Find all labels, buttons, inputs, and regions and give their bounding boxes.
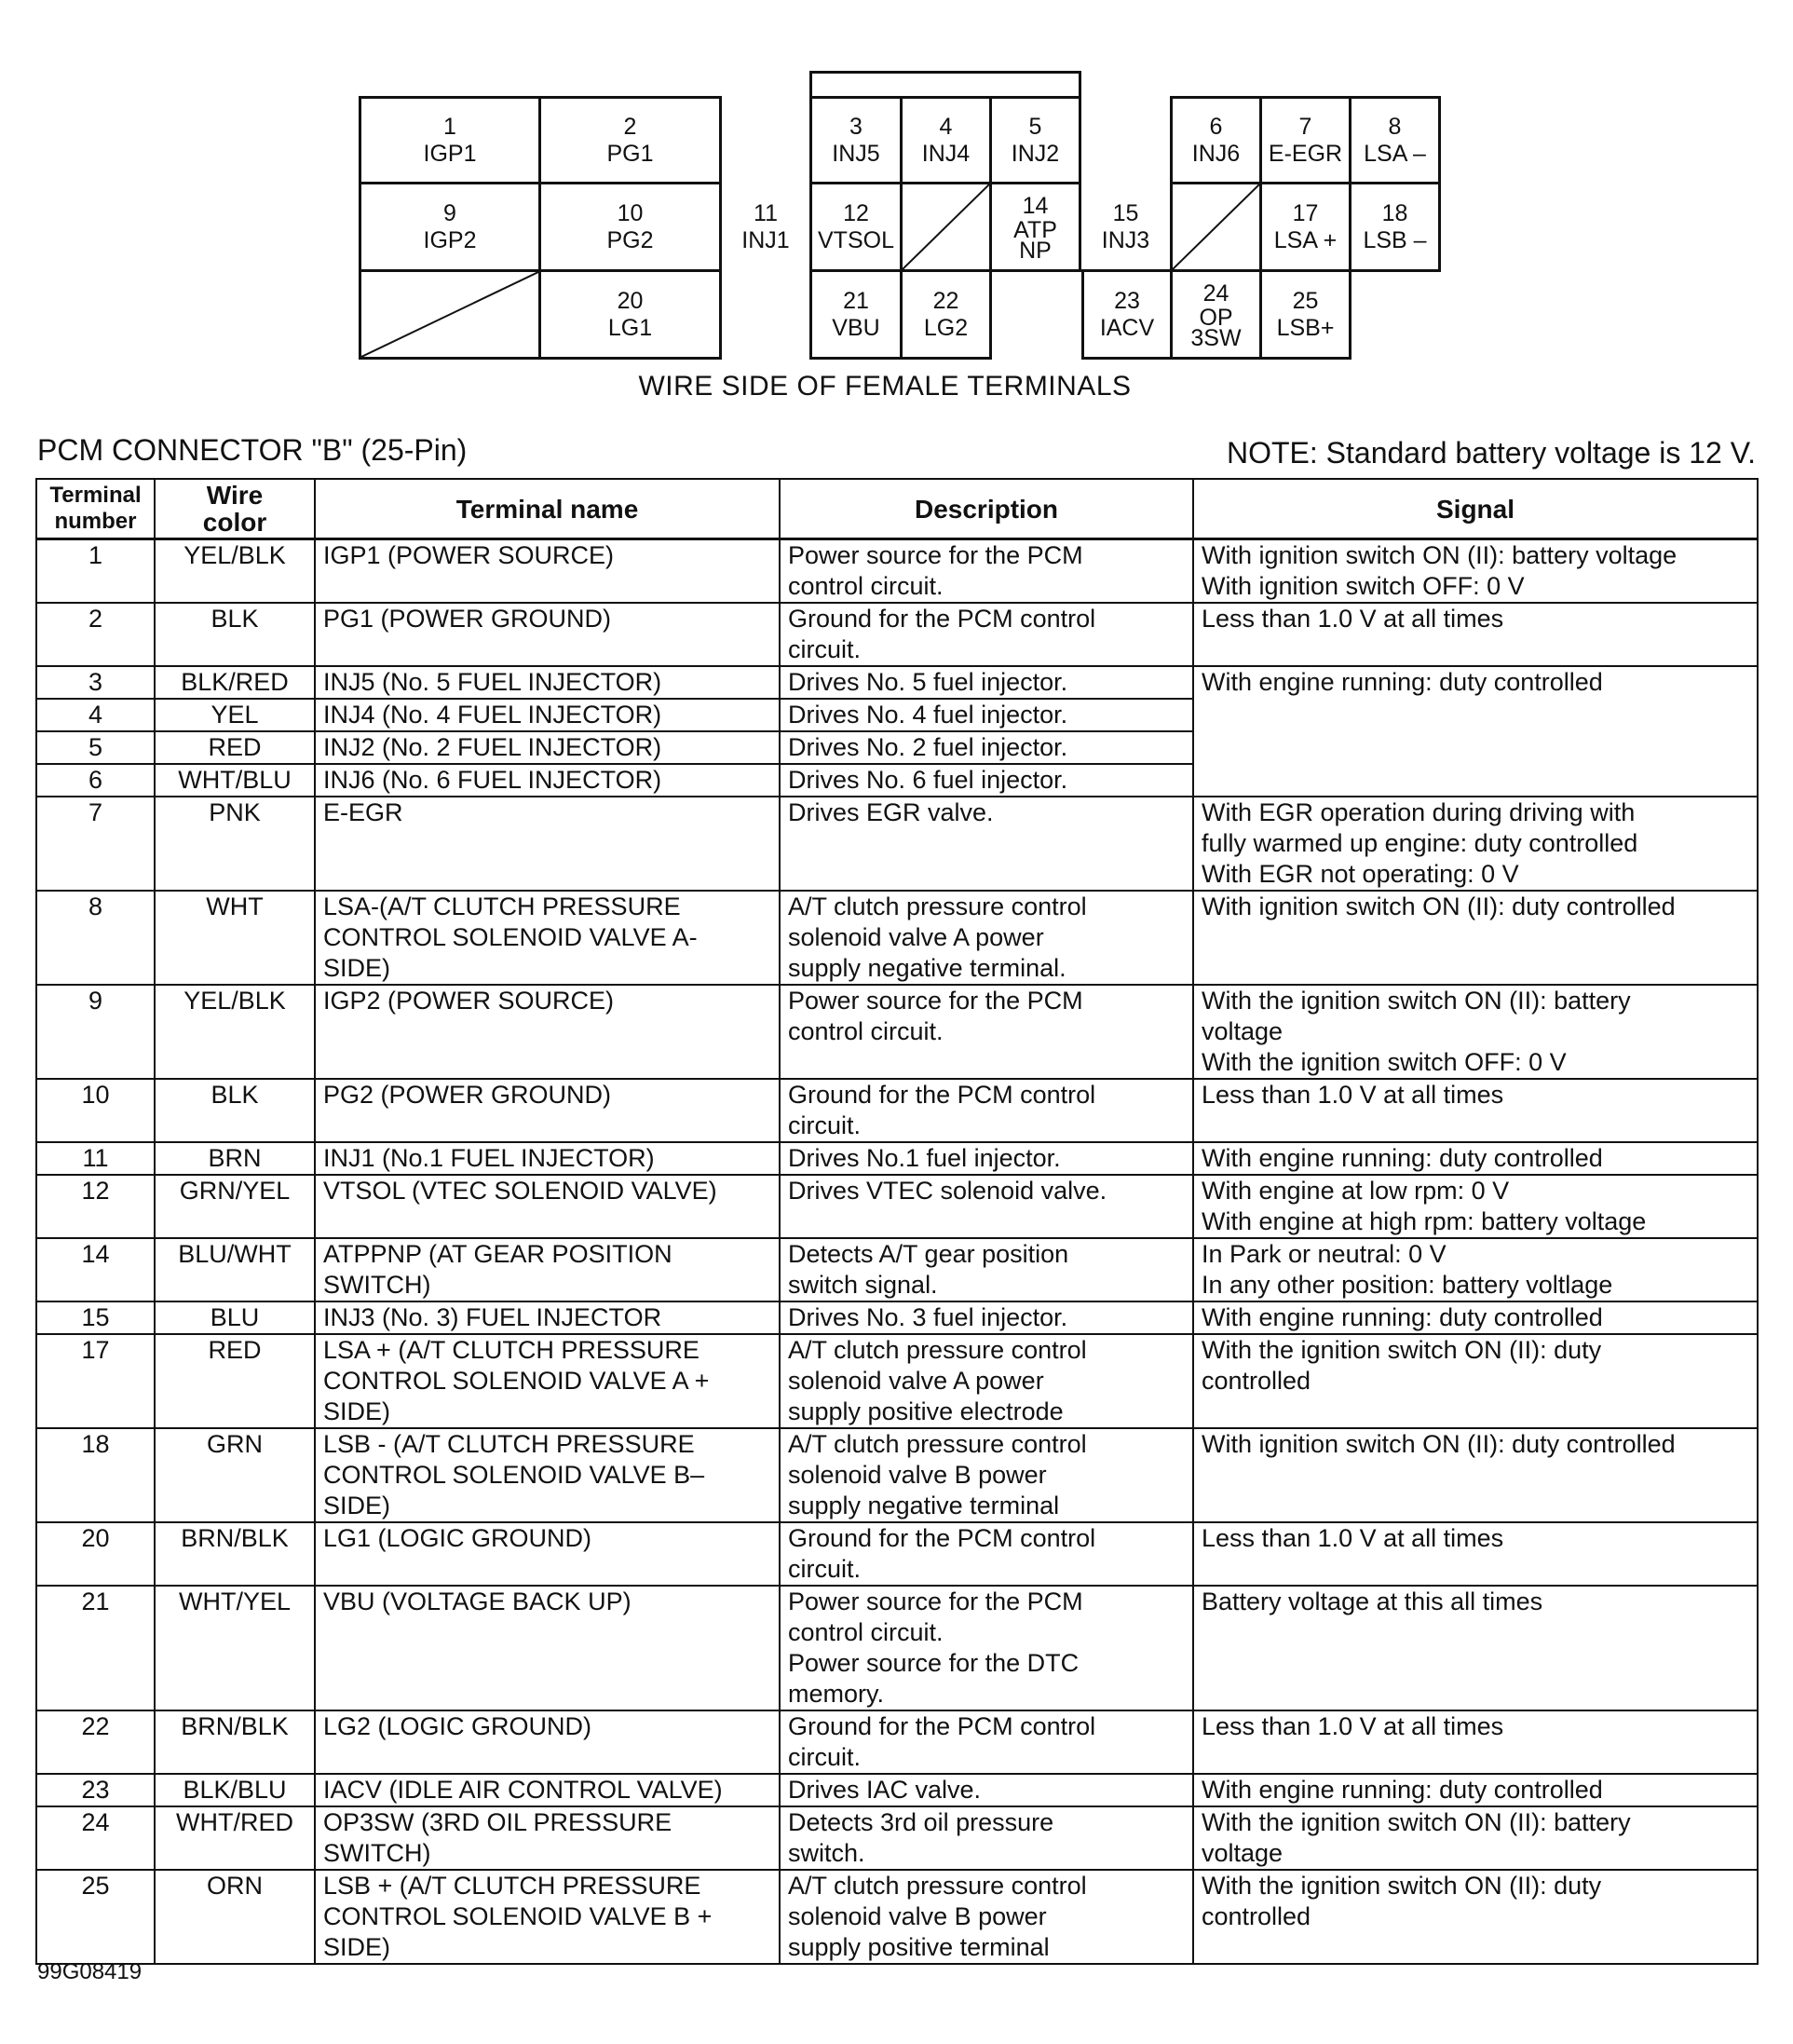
wire-color: BRN xyxy=(155,1142,315,1175)
pin-15 xyxy=(1081,182,1170,272)
description: A/T clutch pressure control solenoid valve A power supply positive electrode xyxy=(780,1334,1193,1428)
table-row xyxy=(36,1238,1758,1301)
pin-18 xyxy=(1349,182,1441,272)
empty-cavity-19 xyxy=(359,269,541,360)
pin-name: PG1 xyxy=(606,140,654,167)
pin-number: 24 xyxy=(1202,280,1229,307)
description: A/T clutch pressure control solenoid valve B power supply negative terminal xyxy=(780,1428,1193,1522)
pinout-table xyxy=(35,478,1759,1965)
wire-color: BLK xyxy=(155,603,315,666)
empty-cavity-13 xyxy=(900,182,992,272)
pin-number: 5 xyxy=(1028,113,1042,140)
pin-name: INJ4 xyxy=(921,140,971,167)
pin-6 xyxy=(1170,96,1262,184)
signal: With ignition switch ON (II): duty controlled xyxy=(1193,891,1758,985)
signal: With engine running: duty controlled xyxy=(1193,1142,1758,1175)
wire-color: YEL/BLK xyxy=(155,985,315,1079)
table-row xyxy=(36,539,1758,604)
pin-name: LSB+ xyxy=(1276,314,1335,341)
pin-name: IACV xyxy=(1099,314,1155,341)
pin-14 xyxy=(989,182,1081,272)
description: A/T clutch pressure control solenoid valve B power supply positive terminal xyxy=(780,1870,1193,1964)
signal: With engine running: duty controlled xyxy=(1193,1301,1758,1334)
pin-number: 15 xyxy=(1112,199,1139,226)
terminal-number: 11 xyxy=(36,1142,155,1175)
signal: With the ignition switch ON (II): battery voltage With the ignition switch OFF: 0 V xyxy=(1193,985,1758,1079)
pin-number: 12 xyxy=(843,199,869,226)
pin-name: INJ2 xyxy=(1011,140,1060,167)
terminal-name: LG2 (LOGIC GROUND) xyxy=(315,1710,780,1774)
table-row xyxy=(36,1806,1758,1870)
pin-name: LG2 xyxy=(923,314,969,341)
terminal-name: IACV (IDLE AIR CONTROL VALVE) xyxy=(315,1774,780,1806)
wire-color: ORN xyxy=(155,1870,315,1964)
pin-name: INJ6 xyxy=(1191,140,1241,167)
terminal-number: 15 xyxy=(36,1301,155,1334)
table-row xyxy=(36,1175,1758,1238)
pin-number: 11 xyxy=(754,199,778,226)
pin-name: IGP2 xyxy=(423,226,477,253)
signal: With the ignition switch ON (II): duty controlled xyxy=(1193,1334,1758,1428)
terminal-number: 5 xyxy=(36,731,155,764)
header-description: Description xyxy=(780,479,1193,539)
pin-25 xyxy=(1259,269,1352,360)
pin-name: ATP NP xyxy=(1013,217,1057,264)
signal: With engine running: duty controlled xyxy=(1193,1774,1758,1806)
signal: With engine running: duty controlled xyxy=(1193,666,1758,797)
wire-color: BLU xyxy=(155,1301,315,1334)
pin-number: 22 xyxy=(932,287,959,314)
pin-21 xyxy=(809,269,903,360)
pin-name: LSA + xyxy=(1273,226,1338,253)
terminal-name: E-EGR xyxy=(315,797,780,891)
description: Ground for the PCM control circuit. xyxy=(780,1710,1193,1774)
wire-color: WHT/YEL xyxy=(155,1586,315,1710)
wire-color: BLK/RED xyxy=(155,666,315,699)
pin-number: 17 xyxy=(1292,199,1319,226)
pin-24 xyxy=(1170,269,1262,360)
pin-8 xyxy=(1349,96,1441,184)
pin-name: OP 3SW xyxy=(1190,305,1242,351)
table-row xyxy=(36,1334,1758,1428)
pin-number: 20 xyxy=(617,287,644,314)
terminal-name: PG2 (POWER GROUND) xyxy=(315,1079,780,1142)
pin-name: LG1 xyxy=(607,314,653,341)
signal: Less than 1.0 V at all times xyxy=(1193,603,1758,666)
pin-23 xyxy=(1081,269,1173,360)
table-header-row xyxy=(36,479,1758,539)
pin-17 xyxy=(1259,182,1352,272)
table-row xyxy=(36,1428,1758,1522)
wire-color: BLK/BLU xyxy=(155,1774,315,1806)
table-row xyxy=(36,891,1758,985)
pin-number: 3 xyxy=(849,113,863,140)
terminal-name: VTSOL (VTEC SOLENOID VALVE) xyxy=(315,1175,780,1238)
signal: Less than 1.0 V at all times xyxy=(1193,1079,1758,1142)
table-row xyxy=(36,1079,1758,1142)
description: Drives No. 4 fuel injector. xyxy=(780,699,1193,731)
terminal-number: 8 xyxy=(36,891,155,985)
pin-20 xyxy=(538,269,722,360)
description: Ground for the PCM control circuit. xyxy=(780,1522,1193,1586)
description: Drives No. 5 fuel injector. xyxy=(780,666,1193,699)
connector-diagram xyxy=(0,0,1793,410)
header-terminal-number: Terminal number xyxy=(36,479,155,539)
wire-color: RED xyxy=(155,1334,315,1428)
pin-name: INJ3 xyxy=(1101,226,1150,253)
pin-name: LSB – xyxy=(1363,226,1427,253)
table-row xyxy=(36,797,1758,891)
description: Detects A/T gear position switch signal. xyxy=(780,1238,1193,1301)
table-row xyxy=(36,1710,1758,1774)
pin-number: 2 xyxy=(623,113,637,140)
pin-9 xyxy=(359,182,541,272)
pin-name: VBU xyxy=(832,314,880,341)
table-row xyxy=(36,666,1758,699)
description: Drives IAC valve. xyxy=(780,1774,1193,1806)
terminal-name: LSB - (A/T CLUTCH PRESSURE CONTROL SOLENOID VALVE B– SIDE) xyxy=(315,1428,780,1522)
terminal-number: 7 xyxy=(36,797,155,891)
pin-name: VTSOL xyxy=(818,226,894,253)
pin-number: 8 xyxy=(1388,113,1402,140)
wire-color: RED xyxy=(155,731,315,764)
terminal-number: 23 xyxy=(36,1774,155,1806)
terminal-number: 9 xyxy=(36,985,155,1079)
terminal-name: IGP2 (POWER SOURCE) xyxy=(315,985,780,1079)
terminal-name: LSB + (A/T CLUTCH PRESSURE CONTROL SOLENOID VALVE B + SIDE) xyxy=(315,1870,780,1964)
terminal-name: ATPPNP (AT GEAR POSITION SWITCH) xyxy=(315,1238,780,1301)
pin-number: 9 xyxy=(443,199,456,226)
header-signal: Signal xyxy=(1193,479,1758,539)
description: Drives No.1 fuel injector. xyxy=(780,1142,1193,1175)
pin-1 xyxy=(359,96,541,184)
voltage-note: NOTE: Standard battery voltage is 12 V. xyxy=(1226,436,1756,470)
table-row xyxy=(36,1586,1758,1710)
figure-id: 99G08419 xyxy=(37,1959,143,1984)
pin-name: LSA – xyxy=(1364,140,1426,167)
header-wire-color: Wire color xyxy=(155,479,315,539)
wire-color: YEL xyxy=(155,699,315,731)
wire-color: WHT/RED xyxy=(155,1806,315,1870)
terminal-name: IGP1 (POWER SOURCE) xyxy=(315,539,780,604)
terminal-number: 25 xyxy=(36,1870,155,1964)
pin-number: 21 xyxy=(843,287,869,314)
wire-color: BLK xyxy=(155,1079,315,1142)
terminal-number: 2 xyxy=(36,603,155,666)
table-row xyxy=(36,1522,1758,1586)
signal: Less than 1.0 V at all times xyxy=(1193,1522,1758,1586)
terminal-number: 12 xyxy=(36,1175,155,1238)
terminal-name: INJ3 (No. 3) FUEL INJECTOR xyxy=(315,1301,780,1334)
header-terminal-name: Terminal name xyxy=(315,479,780,539)
signal: With ignition switch ON (II): battery voltage With ignition switch OFF: 0 V xyxy=(1193,539,1758,604)
table-row xyxy=(36,1142,1758,1175)
terminal-number: 6 xyxy=(36,764,155,797)
signal: In Park or neutral: 0 V In any other position: battery voltlage xyxy=(1193,1238,1758,1301)
connector-title: PCM CONNECTOR "B" (25-Pin) xyxy=(37,433,468,467)
pin-10 xyxy=(538,182,722,272)
pin-number: 7 xyxy=(1298,113,1312,140)
signal: With ignition switch ON (II): duty controlled xyxy=(1193,1428,1758,1522)
description: Drives EGR valve. xyxy=(780,797,1193,891)
pin-5 xyxy=(989,96,1081,184)
table-row xyxy=(36,1774,1758,1806)
pin-4 xyxy=(900,96,992,184)
signal: With engine at low rpm: 0 V With engine at high rpm: battery voltage xyxy=(1193,1175,1758,1238)
pin-number: 1 xyxy=(443,113,456,140)
description: A/T clutch pressure control solenoid valve A power supply negative terminal. xyxy=(780,891,1193,985)
terminal-name: PG1 (POWER GROUND) xyxy=(315,603,780,666)
terminal-name: LSA + (A/T CLUTCH PRESSURE CONTROL SOLENOID VALVE A + SIDE) xyxy=(315,1334,780,1428)
wire-color: WHT xyxy=(155,891,315,985)
signal: Battery voltage at this all times xyxy=(1193,1586,1758,1710)
description: Power source for the PCM control circuit. Power source for the DTC memory. xyxy=(780,1586,1193,1710)
pin-11 xyxy=(722,182,809,272)
description: Ground for the PCM control circuit. xyxy=(780,603,1193,666)
pin-12 xyxy=(809,182,903,272)
wire-color: GRN/YEL xyxy=(155,1175,315,1238)
pin-name: IGP1 xyxy=(423,140,477,167)
terminal-number: 10 xyxy=(36,1079,155,1142)
pin-name: INJ1 xyxy=(741,226,790,253)
terminal-name: INJ6 (No. 6 FUEL INJECTOR) xyxy=(315,764,780,797)
signal: With the ignition switch ON (II): duty controlled xyxy=(1193,1870,1758,1964)
description: Detects 3rd oil pressure switch. xyxy=(780,1806,1193,1870)
wire-color: YEL/BLK xyxy=(155,539,315,604)
table-row xyxy=(36,603,1758,666)
pin-number: 23 xyxy=(1114,287,1140,314)
terminal-number: 21 xyxy=(36,1586,155,1710)
pin-number: 6 xyxy=(1209,113,1223,140)
wire-color: GRN xyxy=(155,1428,315,1522)
terminal-number: 4 xyxy=(36,699,155,731)
terminal-number: 3 xyxy=(36,666,155,699)
terminal-name: INJ5 (No. 5 FUEL INJECTOR) xyxy=(315,666,780,699)
wire-color: WHT/BLU xyxy=(155,764,315,797)
table-row xyxy=(36,1870,1758,1964)
description: Drives VTEC solenoid valve. xyxy=(780,1175,1193,1238)
description: Power source for the PCM control circuit. xyxy=(780,539,1193,604)
terminal-name: INJ1 (No.1 FUEL INJECTOR) xyxy=(315,1142,780,1175)
diagram-caption: WIRE SIDE OF FEMALE TERMINALS xyxy=(638,371,1132,402)
terminal-name: INJ2 (No. 2 FUEL INJECTOR) xyxy=(315,731,780,764)
terminal-name: VBU (VOLTAGE BACK UP) xyxy=(315,1586,780,1710)
blank-cavity-slash xyxy=(361,272,538,357)
description: Ground for the PCM control circuit. xyxy=(780,1079,1193,1142)
terminal-number: 17 xyxy=(36,1334,155,1428)
terminal-number: 20 xyxy=(36,1522,155,1586)
blank-cavity-slash xyxy=(903,184,989,269)
table-row xyxy=(36,985,1758,1079)
connector-latch xyxy=(809,71,1081,99)
pin-number: 14 xyxy=(1022,193,1049,219)
pin-number: 18 xyxy=(1381,199,1408,226)
terminal-name: LSA-(A/T CLUTCH PRESSURE CONTROL SOLENOID VALVE A- SIDE) xyxy=(315,891,780,985)
terminal-number: 22 xyxy=(36,1710,155,1774)
signal: Less than 1.0 V at all times xyxy=(1193,1710,1758,1774)
pin-number: 4 xyxy=(939,113,953,140)
wire-color: PNK xyxy=(155,797,315,891)
pin-7 xyxy=(1259,96,1352,184)
description: Drives No. 6 fuel injector. xyxy=(780,764,1193,797)
description: Power source for the PCM control circuit. xyxy=(780,985,1193,1079)
signal: With EGR operation during driving with fully warmed up engine: duty controlled With EGR not operating: 0 V xyxy=(1193,797,1758,891)
pin-22 xyxy=(900,269,992,360)
empty-cavity-16 xyxy=(1170,182,1262,272)
signal: With the ignition switch ON (II): battery voltage xyxy=(1193,1806,1758,1870)
pin-name: INJ5 xyxy=(832,140,880,167)
description: Drives No. 3 fuel injector. xyxy=(780,1301,1193,1334)
blank-cavity-slash xyxy=(1173,184,1259,269)
terminal-name: OP3SW (3RD OIL PRESSURE SWITCH) xyxy=(315,1806,780,1870)
description: Drives No. 2 fuel injector. xyxy=(780,731,1193,764)
pin-2 xyxy=(538,96,722,184)
pin-number: 10 xyxy=(617,199,644,226)
wire-color: BLU/WHT xyxy=(155,1238,315,1301)
pin-name: E-EGR xyxy=(1268,140,1343,167)
pin-3 xyxy=(809,96,903,184)
pin-name: PG2 xyxy=(606,226,654,253)
terminal-number: 14 xyxy=(36,1238,155,1301)
terminal-number: 1 xyxy=(36,539,155,604)
terminal-number: 24 xyxy=(36,1806,155,1870)
terminal-name: INJ4 (No. 4 FUEL INJECTOR) xyxy=(315,699,780,731)
wire-color: BRN/BLK xyxy=(155,1710,315,1774)
table-row xyxy=(36,1301,1758,1334)
terminal-name: LG1 (LOGIC GROUND) xyxy=(315,1522,780,1586)
pin-number: 25 xyxy=(1292,287,1319,314)
terminal-number: 18 xyxy=(36,1428,155,1522)
wire-color: BRN/BLK xyxy=(155,1522,315,1586)
